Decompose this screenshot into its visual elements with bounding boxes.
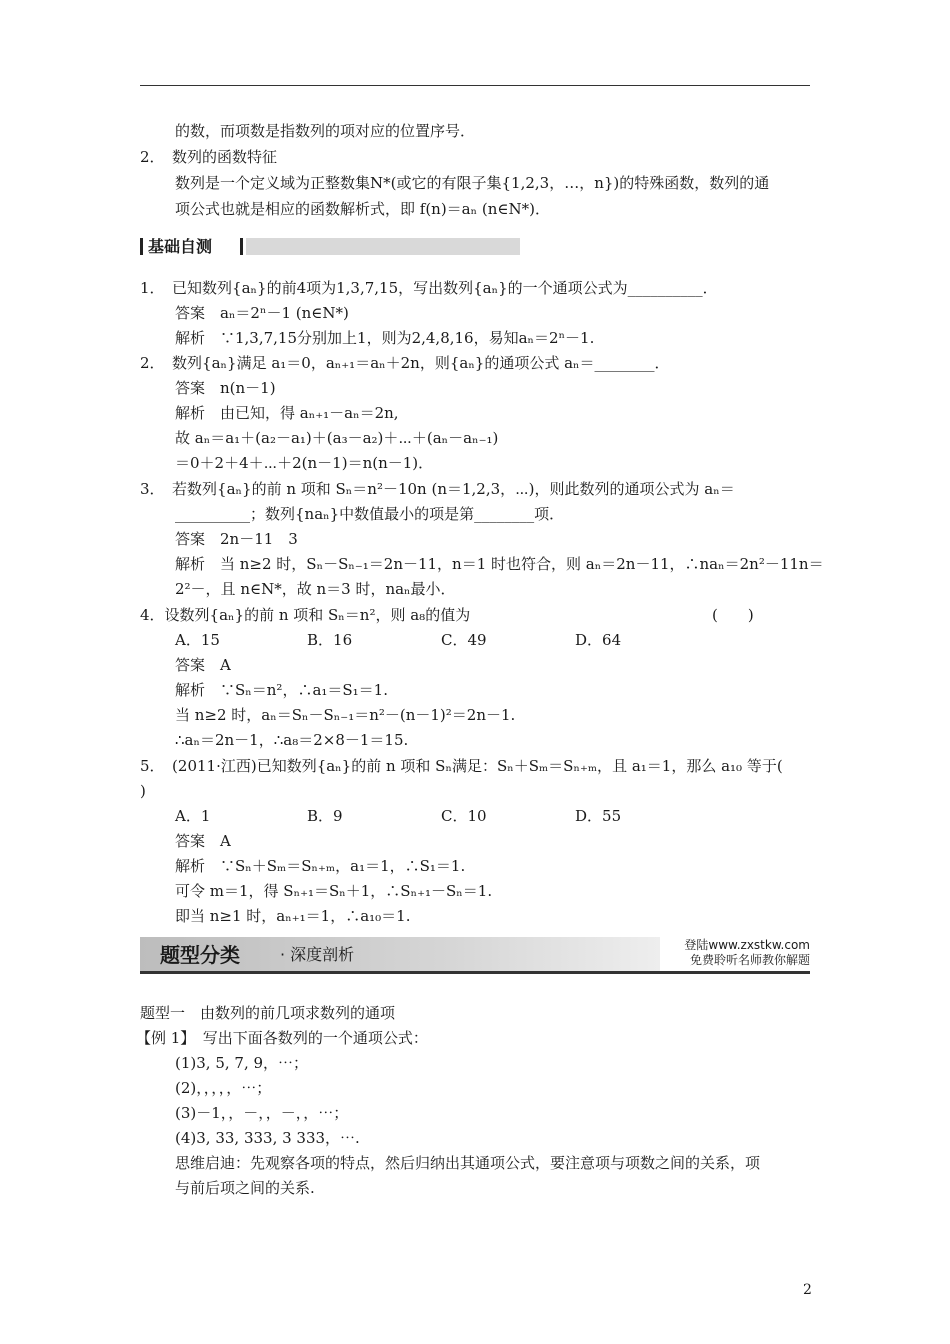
q5-answer: 答案 A: [175, 832, 231, 850]
promo-line-2: 免费聆听名师教你解题: [689, 953, 810, 967]
intro-line-1: 的数，而项数是指数列的项对应的位置序号．: [175, 122, 476, 140]
q4-option-c: C．49: [441, 631, 487, 649]
q2-solution-1: 解析 由已知，得 aₙ₊₁－aₙ＝2n,: [175, 404, 399, 422]
q5-option-c: C．10: [441, 807, 487, 825]
example-1-item-4: (4)3, 33, 333, 3 333，⋯.: [175, 1129, 360, 1147]
example-1-item-3: (3)－1，，－，，－，，⋯；: [175, 1104, 349, 1122]
section-banner-subtitle: · 深度剖析: [280, 945, 355, 964]
example-1-prompt: 【例 1】 写出下面各数列的一个通项公式：: [136, 1029, 428, 1047]
q5-solution-1: 解析 ∵Sₙ＋Sₘ＝Sₙ₊ₘ，a₁＝1，∴S₁＝1.: [175, 857, 466, 875]
q2-solution-2: 故 aₙ＝a₁＋(a₂－a₁)＋(a₃－a₂)＋⋯＋(aₙ－aₙ₋₁): [175, 429, 499, 447]
section-heading-title: 基础自测: [148, 237, 213, 256]
q4-answer-bracket: ( ): [712, 606, 754, 624]
example-1-item-1: (1)3, 5, 7, 9，⋯；: [175, 1054, 309, 1072]
example-1-hint-1: 思维启迪：先观察各项的特点，然后归纳出其通项公式，要注意项与项数之间的关系，项: [175, 1154, 761, 1172]
type1-heading: 题型一 由数列的前几项求数列的通项: [140, 1004, 396, 1022]
q4-option-b: B．16: [307, 631, 353, 649]
page-number: 2: [803, 1282, 812, 1298]
q4-solution-1: 解析 ∵Sₙ＝n²，∴a₁＝S₁＝1.: [175, 681, 388, 699]
q2-question: 2． 数列{aₙ}满足 a₁＝0，aₙ₊₁＝aₙ＋2n，则{aₙ}的通项公式 aₙ＝________．: [140, 354, 670, 372]
q4-solution-3: ∴aₙ＝2n－1，∴a₈＝2×8－1＝15.: [175, 731, 409, 749]
q5-option-b: B．9: [307, 807, 343, 825]
intro-line-2: 2． 数列的函数特征: [140, 148, 278, 166]
q4-solution-2: 当 n≥2 时，aₙ＝Sₙ－Sₙ₋₁＝n²－(n－1)²＝2n－1.: [175, 706, 516, 724]
q3-question-2: __________；数列{naₙ}中数值最小的项是第________项．: [175, 505, 565, 523]
example-1-item-2: (2)，，，，，⋯；: [175, 1079, 272, 1097]
section-heading-basic-test: [140, 236, 520, 258]
q5-option-d: D．55: [575, 807, 622, 825]
intro-line-4: 项公式也就是相应的函数解析式，即 f(n)＝aₙ (n∈N*)．: [175, 200, 550, 218]
q5-solution-2: 可令 m＝1，得 Sₙ₊₁＝Sₙ＋1，∴Sₙ₊₁－Sₙ＝1.: [175, 882, 493, 900]
q5-option-a: A．1: [175, 807, 211, 825]
q1-solution: 解析 ∵1,3,7,15分别加上1，则为2,4,8,16，易知aₙ＝2ⁿ－1.: [175, 329, 595, 347]
header-rule: [140, 85, 810, 86]
q1-question: 1． 已知数列{aₙ}的前4项为1,3,7,15，写出数列{aₙ}的一个通项公式为__________．: [140, 279, 718, 297]
promo-text: [684, 938, 810, 968]
section-heading-mark: [240, 238, 243, 255]
q3-solution-1: 解析 当 n≥2 时，Sₙ－Sₙ₋₁＝2n－11，n＝1 时也符合，则 aₙ＝2n－11，∴naₙ＝2n²－11n＝: [175, 555, 824, 573]
example-1-hint-2: 与前后项之间的关系.: [175, 1179, 315, 1197]
q5-question-2: ): [140, 782, 146, 800]
q1-answer: 答案 aₙ＝2ⁿ－1 (n∈N*): [175, 304, 349, 322]
q2-solution-3: ＝0＋2＋4＋⋯＋2(n－1)＝n(n－1)．: [175, 454, 434, 472]
q5-question-1: 5． (2011·江西)已知数列{aₙ}的前 n 项和 Sₙ满足：Sₙ＋Sₘ＝Sₙ₊ₘ，且 a₁＝1，那么 a₁₀ 等于(: [140, 757, 783, 775]
section-banner-rule: [140, 971, 810, 974]
q5-solution-3: 即当 n≥1 时，aₙ₊₁＝1，∴a₁₀＝1.: [175, 907, 411, 925]
section-heading-shade: [246, 238, 520, 255]
q3-question-1: 3． 若数列{aₙ}的前 n 项和 Sₙ＝n²－10n (n＝1,2,3，⋯)，则此数列的通项公式为 aₙ＝: [140, 480, 735, 498]
q3-solution-2: 2²－，且 n∈N*，故 n＝3 时，naₙ最小．: [175, 580, 456, 598]
section-banner-type-analysis: [140, 935, 810, 975]
section-heading-mark: [140, 238, 143, 255]
q4-answer: 答案 A: [175, 656, 231, 674]
q4-question: 4．设数列{aₙ}的前 n 项和 Sₙ＝n²，则 a₈的值为: [140, 606, 471, 624]
q2-answer: 答案 n(n－1): [175, 379, 276, 397]
q3-answer: 答案 2n－11 3: [175, 530, 298, 548]
section-banner-title: 题型分类: [160, 943, 240, 967]
intro-line-3: 数列是一个定义域为正整数集N*(或它的有限子集{1,2,3，…，n})的特殊函数，数列的通: [175, 174, 770, 192]
q4-option-a: A．15: [175, 631, 220, 649]
q4-option-d: D．64: [575, 631, 622, 649]
promo-line-1: 登陆www.zxstkw.com: [684, 938, 810, 952]
